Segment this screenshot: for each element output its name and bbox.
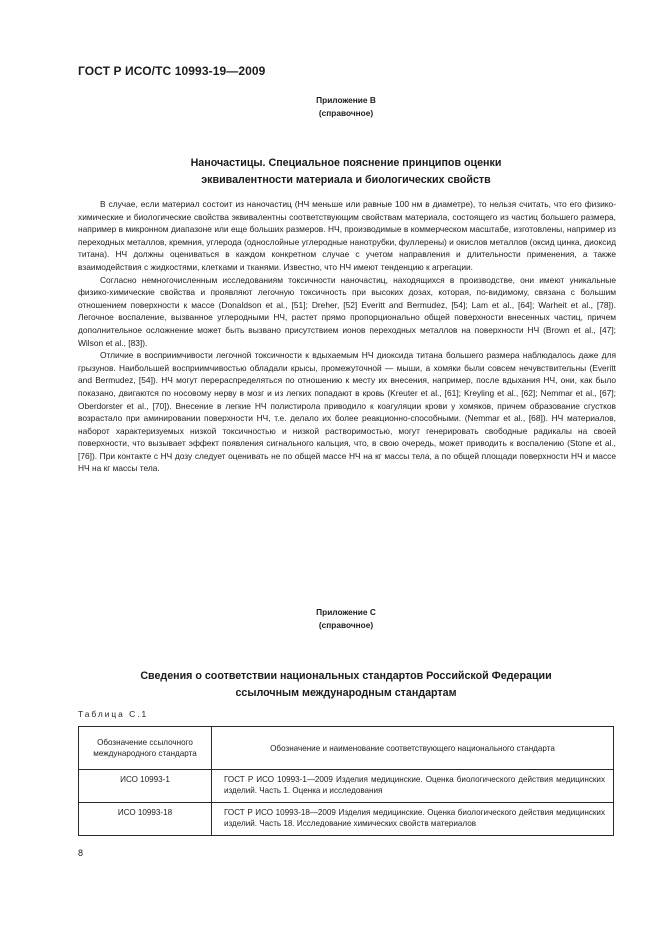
column-header-intl (79, 727, 212, 770)
national-standard-cell: ГОСТ Р ИСО 10993-1—2009 Изделия медицинские. Оценка биологического действия медицинских изделий. Часть 1. Оценка и исследования (212, 770, 614, 803)
annex-c-title: Приложение С (316, 607, 376, 617)
table-row (79, 803, 614, 836)
annex-b-title: Приложение В (316, 95, 376, 105)
national-standard-cell: ГОСТ Р ИСО 10993-18—2009 Изделия медицинские. Оценка биологического действия медицинских изделий. Часть 18. Исследование химических свойств материалов (212, 803, 614, 836)
annex-b-title-block (0, 94, 661, 120)
column-header-intl-line1: Обозначение ссылочного (97, 738, 193, 747)
paragraph: В случае, если материал состоит из наночастиц (НЧ меньше или равные 100 нм в диаметре), то нельзя считать, что его физико-химические и биологические свойства эквивалентны соответствующим свойствам материала, состоящего из частиц большего размера, например в микронном диапазоне или еще больших размеров. НЧ, производимые в коммерческом масштабе, изготовлены, например из переходных металлов, кремния, углерода (однослойные углеродные нанотрубки, фуллерены) и окислов металлов (оксид цинка, диоксид титана). НЧ должны оцениваться в каждом конкретном случае с учетом направления и длительности применения, а также взаимодействия с жидкостями, клетками и тканями. Известно, что НЧ имеют тенденцию к агрегации. (78, 199, 616, 272)
annex-b-subtitle: (справочное) (318, 108, 374, 118)
column-header-intl-line2: международного стандарта (93, 749, 197, 758)
column-header-national: Обозначение и наименование соответствующего национального стандарта (212, 727, 614, 770)
annex-c-title-block (0, 606, 661, 632)
intl-standard-cell: ИСО 10993-18 (79, 803, 212, 836)
intl-standard-cell: ИСО 10993-1 (79, 770, 212, 803)
annex-c-heading-line1: Сведения о соответствии национальных стандартов Российской Федерации (140, 670, 552, 682)
table-header-row (79, 727, 614, 770)
page-number: 8 (78, 848, 84, 858)
paragraph: Отличие в восприимчивости легочной токсичности к вдыхаемым НЧ диоксида титана большего размера наблюдалось даже для грызунов. Наибольшей восприимчивостью обладали крысы, промежуточной — мыши, а хомяки были совсем нечувствительны (Everitt and Bermudez, [54]). НЧ могут перераспределяться по отношению к месту их внесения, например, после вдыхания НЧ, они, как было показано, двигаются по носовому нерву в мозг и из легких попадают в кровь (Kreuter et al., [61]; Kreyling et al., [62]; Nemmar et al., [67]; Oberdorster et al., [70]). Внесение в легкие НЧ полистирола приводило к коагуляции крови у хомяков, причем образование сгустков возрастало при аминировании поверхности НЧ, т.е. делало их более реакционно-способными. (Nemmar et al., [68]). НЧ материалов, наборот характеризуемых низкой токсичностью и низкой растворимостью, могут генерировать свободные радикалы на своей поверхности, что вызывает эффект появления сигнального кальция, что, в свою очередь, может приводить к воспалению (Stone et al., [76]). При контакте с НЧ дозу следует оценивать не по общей массе НЧ на кг массы тела, а по общей площади поверхности НЧ и массе НЧ на кг массы тела. (78, 350, 616, 474)
document-id: ГОСТ Р ИСО/ТС 10993-19—2009 (78, 64, 266, 78)
annex-c-heading (78, 668, 614, 702)
paragraph: Согласно немногочисленным исследованиям токсичности наночастиц, находящихся в производстве, они имеют уникальные физико-химические свойства и проявляют легочную токсичность при высоких дозах, которая, по-видимому, связана с большим отношением поверхности к массе (Donaldson et al., [51]; Dreher, [52] Everitt and Bermudez, [54]; Lam et al., [64]; Warheit et al., [78]). Легочное воспаление, вызванное углеродными НЧ, растет прямо пропорционально общей поверхности внесенных частиц, причем дополнительное осложнение может быть вызвано присутствием ионов переходных металлов на поверхности НЧ (Brown et al., [47]; Wilson et al., [83]). (78, 274, 616, 348)
annex-c-subtitle: (справочное) (318, 620, 374, 630)
table-row (79, 770, 614, 803)
annex-b-heading (78, 155, 614, 189)
annex-b-heading-line1: Наночастицы. Специальное пояснение принципов оценки (190, 157, 502, 169)
annex-b-heading-line2: эквивалентности материала и биологических свойств (201, 174, 491, 186)
annex-b-body (78, 198, 616, 475)
annex-c-heading-line2: ссылочным международным стандартам (235, 687, 457, 699)
standards-table (78, 726, 614, 836)
table-caption: Таблица С.1 (78, 709, 149, 719)
